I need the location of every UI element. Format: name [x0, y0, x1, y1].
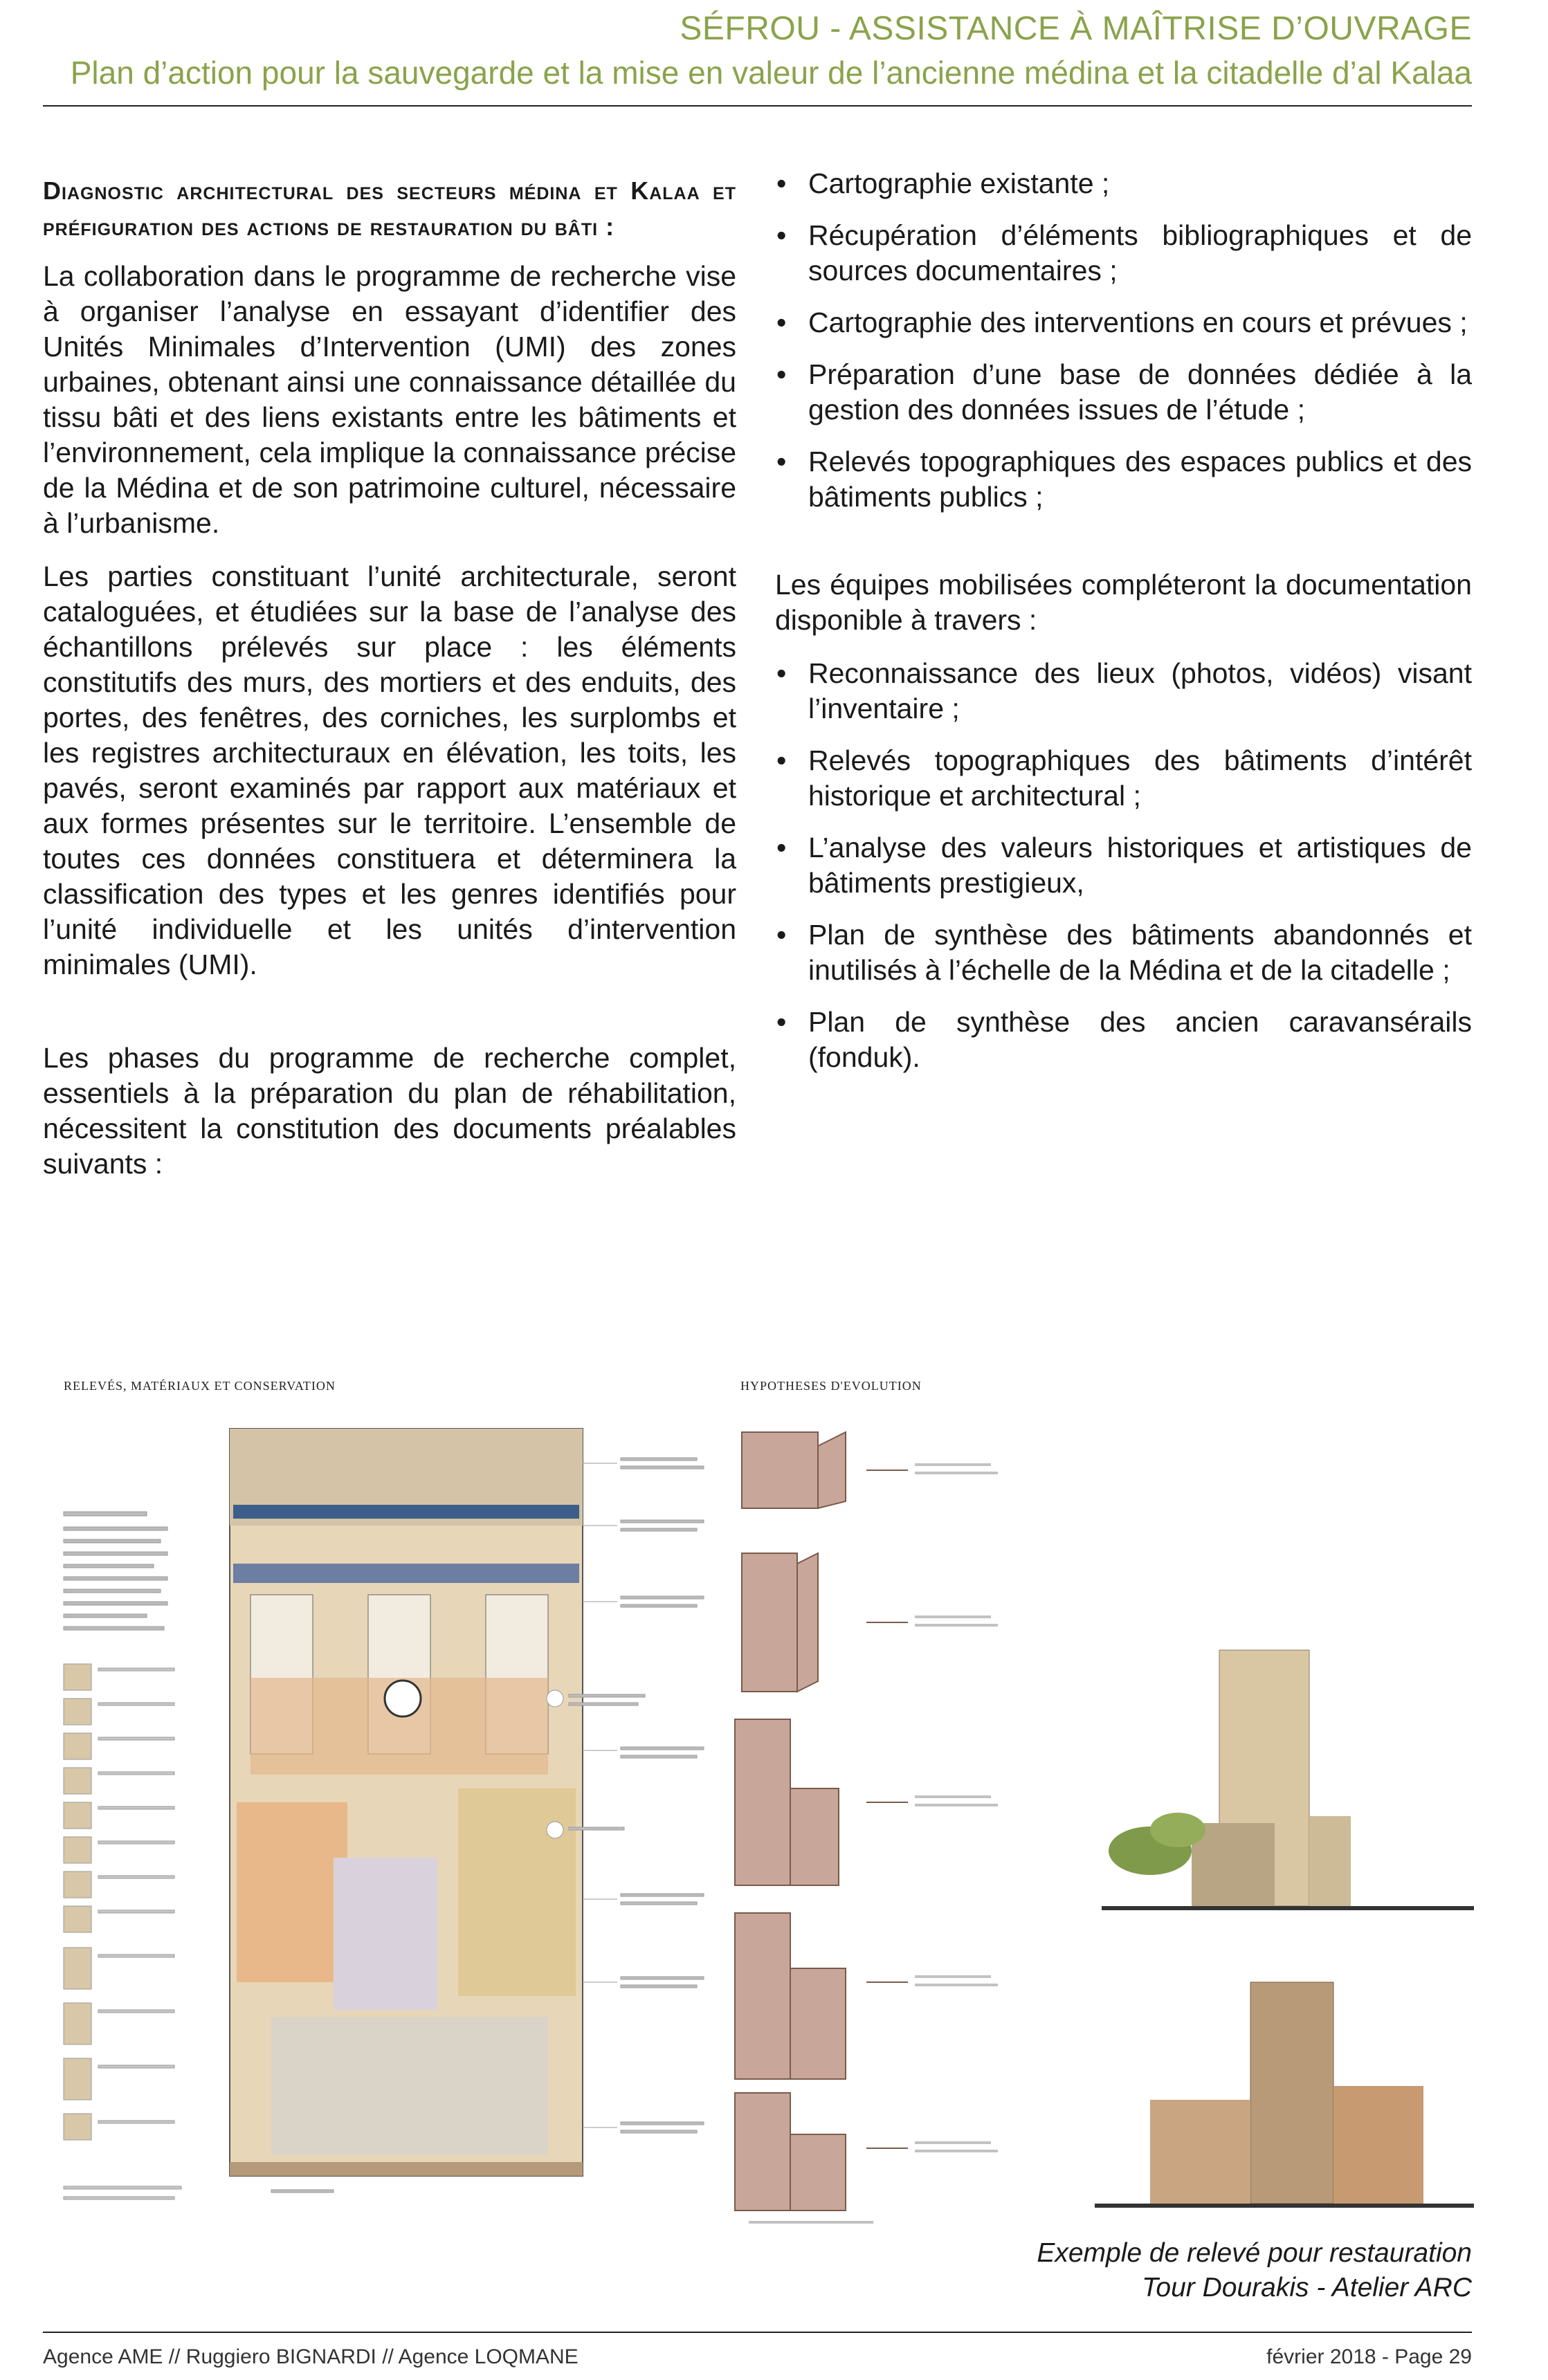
list-item: • Cartographie existante ;: [775, 166, 1472, 201]
list-item: • Plan de synthèse des ancien caravansérails (fonduk).: [775, 1005, 1472, 1075]
teams-intro: Les équipes mobilisées compléteront la documentation disponible à travers :: [775, 569, 1472, 636]
legend-icon: [64, 1512, 181, 2199]
figure-title-left: RELEVÉS, MATÉRIAUX ET CONSERVATION: [64, 1379, 336, 1393]
paragraph-1: La collaboration dans le programme de recherche vise à organiser l’analyse en essayant d’identifier des Unités Minimales d’Intervention (UMI) des zones urbaines, obtenant ainsi une connaissance détaillée du tissu bâti et des liens existants entre les bâtiments et l’environnement, cela implique la connaissance précise de la Médina et de son patrimoine culturel, nécessaire à l’urbanisme.: [43, 260, 736, 539]
evolution-stages-drawing: [735, 1432, 908, 2210]
footer-rule: [43, 2332, 1472, 2333]
caption-line-1: Exemple de relevé pour restauration: [1037, 2238, 1472, 2268]
figure-illustration: [43, 1373, 1474, 2228]
left-column: [43, 173, 736, 1200]
list-item: • Reconnaissance des lieux (photos, vidéos) visant l’inventaire ;: [775, 656, 1472, 726]
footer-date-page: février 2018 - Page 29: [1266, 2345, 1472, 2368]
list-item: • Cartographie des interventions en cours et prévues ;: [775, 305, 1472, 340]
list-item: • Relevés topographiques des bâtiments d’intérêt historique et architectural ;: [775, 743, 1472, 814]
tower-render-bottom: [1095, 1982, 1474, 2208]
tower-render-top: [1102, 1650, 1474, 1910]
right-column: [775, 166, 1472, 1103]
section-heading: Diagnostic architectural des secteurs médina et Kalaa et préfiguration des actions de restauration du bâti :: [43, 176, 736, 241]
list-item: • Récupération d’éléments bibliographiques et de sources documentaires ;: [775, 218, 1472, 289]
documents-list: [775, 166, 1472, 515]
figure-caption: [1037, 2236, 1472, 2305]
caption-line-2: Tour Dourakis - Atelier ARC: [1142, 2273, 1472, 2303]
list-item: • L’analyse des valeurs historiques et artistiques de bâtiments prestigieux,: [775, 830, 1472, 901]
paragraph-2: Les parties constituant l’unité architecturale, seront cataloguées, et étudiées sur la base de l’analyse des échantillons prélevés sur place : les éléments constitutifs des murs, des mortiers et des enduits, des portes, des fenêtres, des corniches, les surplombs et les registres architecturaux en élévation, les toits, les pavés, seront examinés par rapport aux matériaux et aux formes présentes sur le territoire. L’ensemble de toutes ces données constituera et déterminera la classification des types et les genres identifiés pour l’unité individuelle et les unités d’intervention minimales (UMI).: [43, 560, 736, 980]
header-subtitle: Plan d’action pour la sauvegarde et la mise en valeur de l’ancienne médina et la citadelle d’al Kalaa: [70, 55, 1472, 91]
header-title: SÉFROU - ASSISTANCE À MAÎTRISE D’OUVRAGE: [680, 10, 1472, 47]
list-item: • Relevés topographiques des espaces publics et des bâtiments publics ;: [775, 444, 1472, 515]
teams-list: [775, 656, 1472, 1075]
footer-agencies: Agence AME // Ruggiero BIGNARDI // Agence LOQMANE: [43, 2345, 579, 2368]
header-rule: [43, 105, 1472, 107]
list-item: • Préparation d’une base de données dédiée à la gestion des données issues de l’étude ;: [775, 357, 1472, 428]
figure-title-right: HYPOTHESES D'EVOLUTION: [740, 1379, 922, 1393]
restoration-figure: [43, 1373, 1474, 2228]
tower-elevation-drawing: [230, 1429, 583, 2176]
paragraph-3: Les phases du programme de recherche complet, essentiels à la préparation du plan de réhabilitation, nécessitent la constitution des documents préalables suivants :: [43, 1042, 736, 1180]
list-item: • Plan de synthèse des bâtiments abandonnés et inutilisés à l’échelle de la Médina et de la citadelle ;: [775, 917, 1472, 988]
